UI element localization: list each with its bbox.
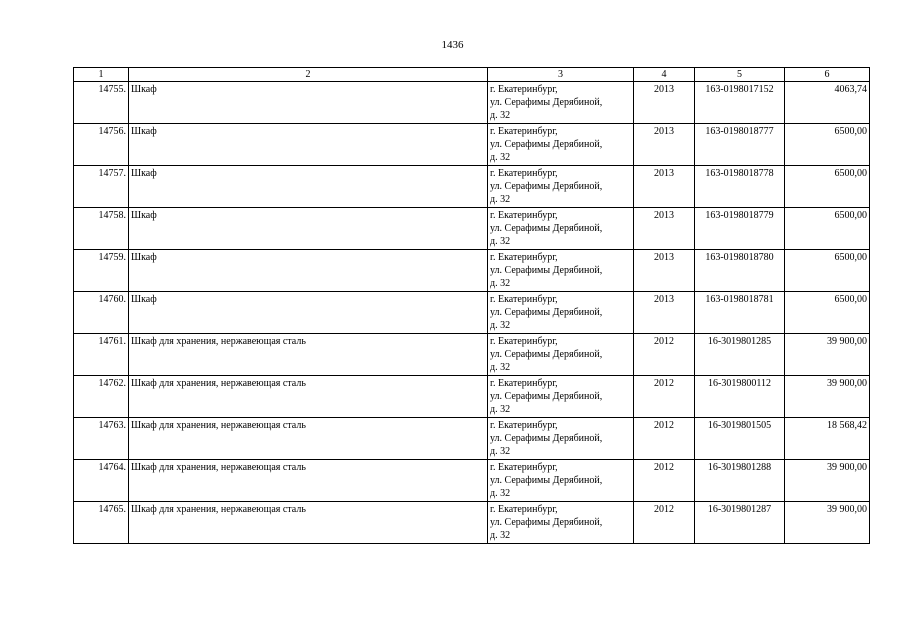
item-address	[488, 460, 634, 502]
item-address	[488, 82, 634, 124]
inventory-number: 163-0198018779	[695, 208, 785, 250]
address-line: г. Екатеринбург,	[490, 252, 558, 263]
address-line: ул. Серафимы Дерябиной,	[490, 391, 603, 402]
column-header-2: 2	[129, 68, 488, 82]
item-address	[488, 250, 634, 292]
inventory-number: 16-3019800112	[695, 376, 785, 418]
address-line: ул. Серафимы Дерябиной,	[490, 139, 603, 150]
address-line: ул. Серафимы Дерябиной,	[490, 475, 603, 486]
item-year: 2012	[634, 460, 695, 502]
item-year: 2012	[634, 502, 695, 544]
inventory-number: 16-3019801287	[695, 502, 785, 544]
address-line: г. Екатеринбург,	[490, 462, 558, 473]
item-cost: 6500,00	[785, 250, 870, 292]
address-line: ул. Серафимы Дерябиной,	[490, 265, 603, 276]
address-line: д. 32	[490, 236, 511, 247]
item-name: Шкаф	[129, 208, 488, 250]
column-header-1: 1	[74, 68, 129, 82]
inventory-number: 16-3019801285	[695, 334, 785, 376]
address-line: г. Екатеринбург,	[490, 420, 558, 431]
page-number: 1436	[441, 39, 464, 51]
item-year: 2012	[634, 334, 695, 376]
row-number: 14759.	[74, 250, 129, 292]
table-row	[74, 124, 870, 166]
table-row	[74, 460, 870, 502]
address-line: ул. Серафимы Дерябиной,	[490, 307, 603, 318]
table-row	[74, 166, 870, 208]
inventory-number: 16-3019801505	[695, 418, 785, 460]
table-row	[74, 334, 870, 376]
table-body	[74, 82, 870, 544]
row-number: 14758.	[74, 208, 129, 250]
address-line: д. 32	[490, 488, 511, 499]
item-name: Шкаф	[129, 82, 488, 124]
row-number: 14765.	[74, 502, 129, 544]
table-header	[74, 68, 870, 82]
item-address	[488, 208, 634, 250]
address-line: ул. Серафимы Дерябиной,	[490, 223, 603, 234]
address-line: д. 32	[490, 404, 511, 415]
row-number: 14763.	[74, 418, 129, 460]
item-name: Шкаф для хранения, нержавеющая сталь	[129, 334, 488, 376]
address-line: ул. Серафимы Дерябиной,	[490, 517, 603, 528]
column-header-3: 3	[488, 68, 634, 82]
item-cost: 39 900,00	[785, 376, 870, 418]
address-line: д. 32	[490, 530, 511, 541]
row-number: 14761.	[74, 334, 129, 376]
inventory-number: 16-3019801288	[695, 460, 785, 502]
address-line: г. Екатеринбург,	[490, 126, 558, 137]
row-number: 14760.	[74, 292, 129, 334]
item-year: 2013	[634, 124, 695, 166]
item-name: Шкаф для хранения, нержавеющая сталь	[129, 376, 488, 418]
item-address	[488, 334, 634, 376]
item-cost: 4063,74	[785, 82, 870, 124]
item-name: Шкаф для хранения, нержавеющая сталь	[129, 502, 488, 544]
address-line: г. Екатеринбург,	[490, 378, 558, 389]
item-year: 2013	[634, 250, 695, 292]
inventory-number: 163-0198017152	[695, 82, 785, 124]
row-number: 14755.	[74, 82, 129, 124]
inventory-number: 163-0198018777	[695, 124, 785, 166]
item-cost: 6500,00	[785, 124, 870, 166]
item-cost: 6500,00	[785, 292, 870, 334]
inventory-number: 163-0198018778	[695, 166, 785, 208]
item-year: 2013	[634, 208, 695, 250]
table-row	[74, 376, 870, 418]
address-line: г. Екатеринбург,	[490, 336, 558, 347]
table-row	[74, 250, 870, 292]
table-row	[74, 208, 870, 250]
address-line: г. Екатеринбург,	[490, 210, 558, 221]
item-address	[488, 292, 634, 334]
item-address	[488, 124, 634, 166]
item-year: 2012	[634, 376, 695, 418]
address-line: ул. Серафимы Дерябиной,	[490, 97, 603, 108]
address-line: г. Екатеринбург,	[490, 168, 558, 179]
item-cost: 39 900,00	[785, 460, 870, 502]
table-row	[74, 418, 870, 460]
address-line: г. Екатеринбург,	[490, 84, 558, 95]
address-line: д. 32	[490, 278, 511, 289]
item-cost: 39 900,00	[785, 502, 870, 544]
item-cost: 6500,00	[785, 166, 870, 208]
table-row	[74, 502, 870, 544]
address-line: д. 32	[490, 362, 511, 373]
inventory-number: 163-0198018780	[695, 250, 785, 292]
row-number: 14762.	[74, 376, 129, 418]
item-year: 2013	[634, 292, 695, 334]
item-year: 2013	[634, 166, 695, 208]
table-row	[74, 292, 870, 334]
item-year: 2013	[634, 82, 695, 124]
row-number: 14756.	[74, 124, 129, 166]
item-name: Шкаф для хранения, нержавеющая сталь	[129, 460, 488, 502]
item-address	[488, 502, 634, 544]
header-row	[74, 68, 870, 82]
item-name: Шкаф	[129, 292, 488, 334]
item-name: Шкаф	[129, 250, 488, 292]
row-number: 14757.	[74, 166, 129, 208]
column-header-4: 4	[634, 68, 695, 82]
inventory-number: 163-0198018781	[695, 292, 785, 334]
property-registry-table	[73, 67, 870, 544]
address-line: г. Екатеринбург,	[490, 504, 558, 515]
item-name: Шкаф для хранения, нержавеющая сталь	[129, 418, 488, 460]
row-number: 14764.	[74, 460, 129, 502]
address-line: ул. Серафимы Дерябиной,	[490, 433, 603, 444]
address-line: д. 32	[490, 446, 511, 457]
table-row	[74, 82, 870, 124]
item-cost: 6500,00	[785, 208, 870, 250]
item-name: Шкаф	[129, 166, 488, 208]
address-line: д. 32	[490, 152, 511, 163]
item-cost: 39 900,00	[785, 334, 870, 376]
item-cost: 18 568,42	[785, 418, 870, 460]
address-line: ул. Серафимы Дерябиной,	[490, 349, 603, 360]
address-line: г. Екатеринбург,	[490, 294, 558, 305]
address-line: д. 32	[490, 194, 511, 205]
address-line: ул. Серафимы Дерябиной,	[490, 181, 603, 192]
item-year: 2012	[634, 418, 695, 460]
address-line: д. 32	[490, 320, 511, 331]
column-header-6: 6	[785, 68, 870, 82]
address-line: д. 32	[490, 110, 511, 121]
item-address	[488, 166, 634, 208]
item-address	[488, 376, 634, 418]
column-header-5: 5	[695, 68, 785, 82]
item-name: Шкаф	[129, 124, 488, 166]
item-address	[488, 418, 634, 460]
